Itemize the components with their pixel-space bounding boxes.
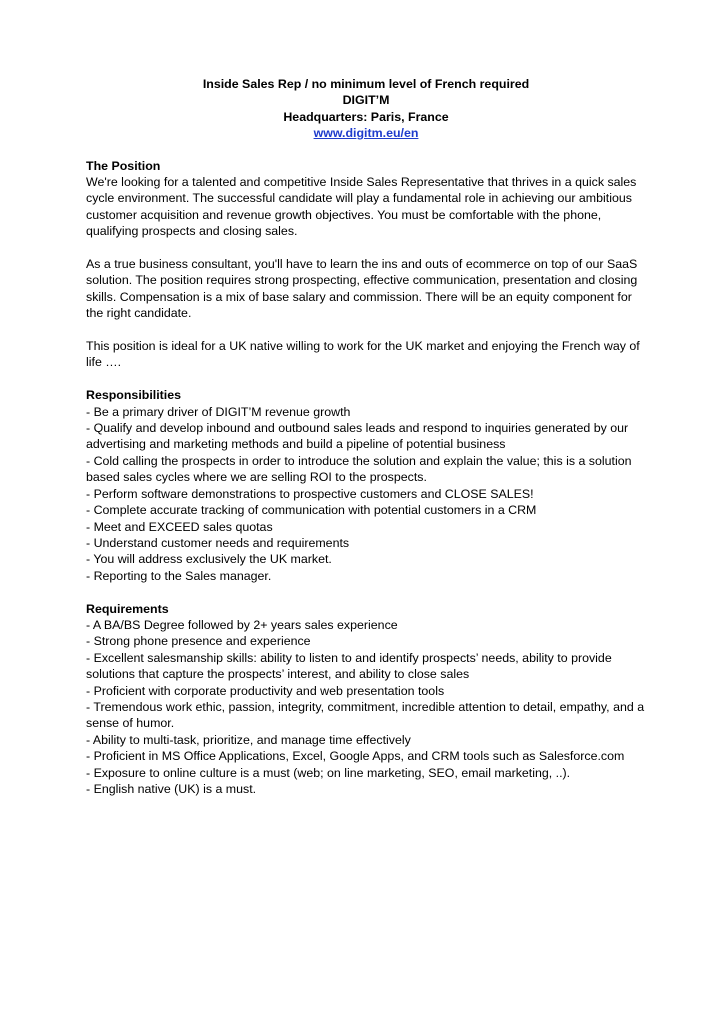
responsibilities-heading: Responsibilities	[86, 388, 182, 403]
responsibility-item: - Perform software demonstrations to prospective customers and CLOSE SALES!	[86, 486, 534, 501]
requirement-item: - Tremendous work ethic, passion, integrity, commitment, incredible attention to detail, empathy, and a sense of humor.	[86, 699, 645, 731]
website-link[interactable]: www.digitm.eu/en	[313, 126, 419, 141]
company-name: DIGIT’M	[342, 93, 390, 108]
position-heading: The Position	[86, 158, 161, 173]
responsibility-item: - Understand customer needs and requirements	[86, 535, 350, 550]
requirements-heading: Requirements	[86, 601, 169, 616]
requirement-item: - Exposure to online culture is a must (web; on line marketing, SEO, email marketing, ..).	[86, 765, 571, 780]
position-section	[86, 158, 646, 371]
requirement-item: - English native (UK) is a must.	[86, 782, 257, 796]
requirement-item: - A BA/BS Degree followed by 2+ years sales experience	[86, 617, 398, 632]
responsibilities-section	[86, 387, 646, 584]
responsibility-item: - Reporting to the Sales manager.	[86, 568, 272, 583]
responsibility-item: - Cold calling the prospects in order to introduce the solution and explain the value; this is a solution based sales cycles where we are selling ROI to the prospects.	[86, 453, 632, 485]
requirement-item: - Proficient in MS Office Applications, Excel, Google Apps, and CRM tools such as Salesforce.com	[86, 749, 625, 764]
responsibility-item: - Meet and EXCEED sales quotas	[86, 519, 273, 534]
job-title: Inside Sales Rep / no minimum level of French required	[202, 77, 530, 91]
requirement-item: - Excellent salesmanship skills: ability to listen to and identify prospects’ needs, ability to provide solutions that capture the prospects’ interest, and ability to close sales	[86, 650, 612, 682]
position-paragraph: This position is ideal for a UK native willing to work for the UK market and enjoying the French way of life ….	[86, 339, 640, 370]
position-paragraph: We're looking for a talented and competitive Inside Sales Representative that thrives in a quick sales cycle environment. The successful candidate will play a fundamental role in achieving our ambitious customer acquisition and revenue growth objectives. You must be comfortable with the phone, qualifying prospects and closing sales.	[86, 175, 637, 239]
requirement-item: - Strong phone presence and experience	[86, 634, 311, 649]
requirement-item: - Proficient with corporate productivity and web presentation tools	[86, 683, 445, 698]
responsibility-item: - Be a primary driver of DIGIT’M revenue growth	[86, 404, 351, 419]
document-header	[86, 76, 646, 142]
headquarters-line: Headquarters: Paris, France	[283, 109, 449, 124]
responsibility-item: - Qualify and develop inbound and outbound sales leads and respond to inquiries generated by our advertising and marketing methods and build a pipeline of potential business	[86, 421, 629, 452]
responsibility-item: - You will address exclusively the UK market.	[86, 552, 332, 567]
requirement-item: - Ability to multi-task, prioritize, and manage time effectively	[86, 732, 411, 747]
job-posting-document	[86, 76, 646, 814]
position-paragraph: As a true business consultant, you'll have to learn the ins and outs of ecommerce on top of our SaaS solution. The position requires strong prospecting, effective communication, presentation and closing skills. Compensation is a mix of base salary and commission. There will be an equity component for the right candidate.	[86, 257, 638, 321]
requirements-section	[86, 601, 646, 798]
responsibility-item: - Complete accurate tracking of communication with potential customers in a CRM	[86, 503, 537, 518]
